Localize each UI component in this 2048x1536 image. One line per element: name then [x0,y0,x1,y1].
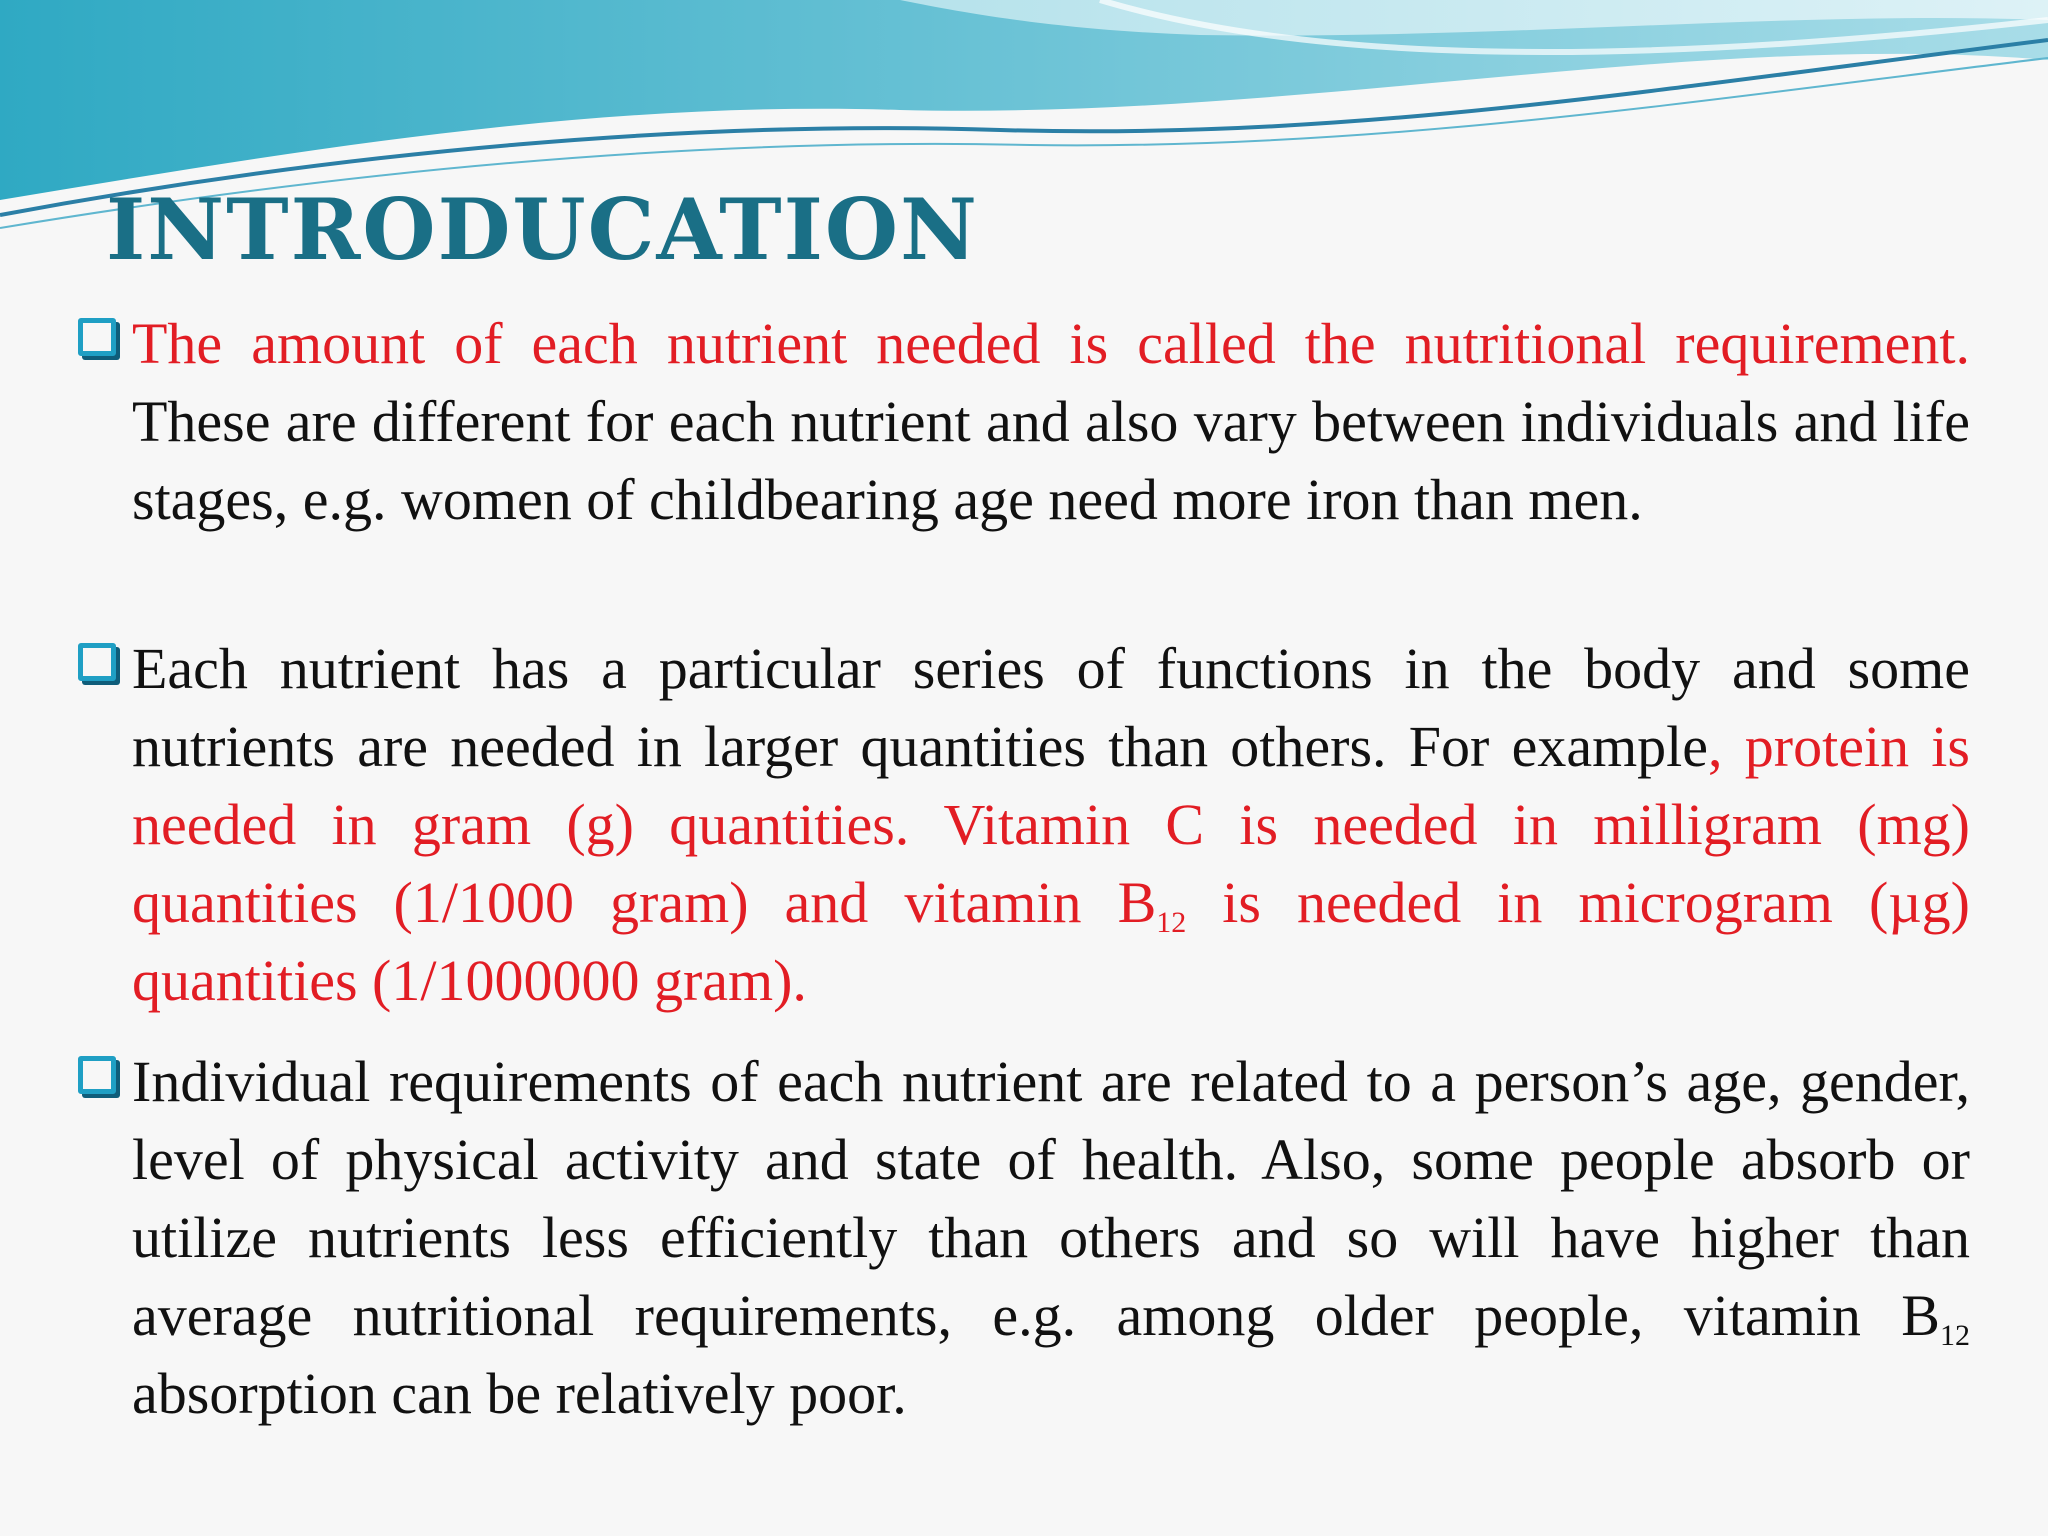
bullet-item-1 [132,305,1970,539]
slide-title: INTRODUCATION [106,180,979,279]
bullet-3-subscript: 12 [1940,1319,1970,1352]
bullet-2-text: Each nutrient has a particular series of functions in the body and some nutrients are needed in larger quantities than others. For example [132,636,1970,779]
bullet-2-subscript: 12 [1156,906,1187,939]
checkbox-bullet-icon [78,318,116,356]
bullet-1-text: These are different for each nutrient and also vary between individuals and life stages, e.g. women of childbearing age need more iron than men. [132,389,1970,532]
bullet-item-2 [132,630,1970,1020]
checkbox-bullet-icon [78,1056,116,1094]
bullet-2-emphasis: , protein is needed in gram (g) quantities. Vitamin C is needed in milligram (mg) quantities (1/1000 gram) and vitamin B [132,714,1970,935]
bullet-3-text-end: absorption can be relatively poor. [132,1361,907,1426]
bullet-1-emphasis: The amount of each nutrient needed is called the nutritional requirement. [132,311,1970,376]
bullet-2-emphasis-end: is needed in microgram (µg) quantities (1/1000000 gram). [132,870,1970,1013]
bullet-item-3 [132,1043,1970,1433]
bullet-3-text: Individual requirements of each nutrient are related to a person’s age, gender, level of physical activity and state of health. Also, some people absorb or utilize nutrients less efficiently than others and so will have higher than average nutritional requirements, e.g. among older people, vitamin B [132,1049,1970,1348]
checkbox-bullet-icon [78,643,116,681]
